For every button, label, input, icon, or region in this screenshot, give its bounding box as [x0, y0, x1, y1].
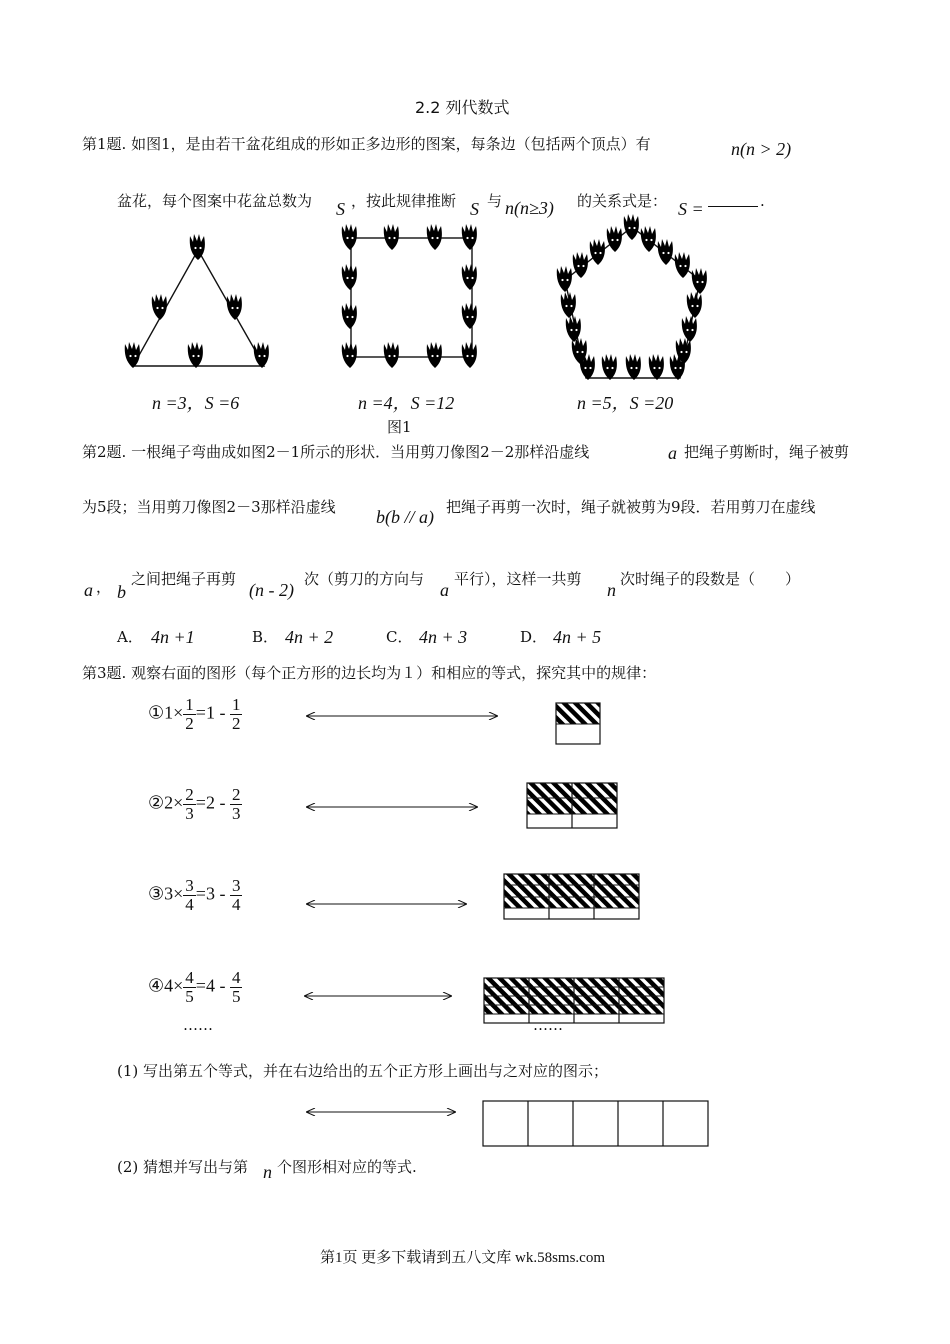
option-a-label: A．: [117, 628, 143, 646]
q1-line2-b: ，按此规律推断: [351, 192, 457, 210]
q2-line-b: b(b // a): [376, 507, 434, 527]
q1-answer-label: S =: [678, 199, 704, 219]
page-title: 2.2 列代数式: [415, 98, 510, 117]
equation-3: ③3× $\frac{3}{4}$ =3 - $\frac{3}{4}$: [148, 876, 241, 914]
q1-var-S: S: [336, 199, 345, 219]
q2-line2-a: 为5段；当用剪刀像图2－3那样沿虚线: [82, 498, 336, 516]
q1-line2-c: 与: [487, 192, 503, 210]
page-footer: 第1页 更多下载请到五八文库 wk.58sms.com: [320, 1250, 606, 1266]
equation-4: ④4× $\frac{4}{5}$ =4 - $\frac{4}{5}$: [148, 968, 241, 1006]
hatch-figure-4: [484, 978, 664, 1023]
empty-figure-5: [483, 1101, 708, 1146]
ellipsis-right: ……: [533, 1016, 563, 1034]
q2-line1-a: 第2题. 一根绳子弯曲成如图2－1所示的形状．当用剪刀像图2－2那样沿虚线: [82, 443, 590, 461]
caption-pentagon: n =5，S =20: [577, 393, 674, 413]
caption-triangle: n =3，S =6: [152, 393, 240, 413]
equation-2: ②2× $\frac{2}{3}$ =2 - $\frac{2}{3}$: [148, 785, 241, 823]
q1-line2-end: .: [760, 192, 765, 210]
q2-line3-f: 次时绳子的段数是（ ）: [620, 570, 801, 588]
hatch-figure-3: [504, 874, 639, 919]
q3-sub2-a: (2) 猜想并写出与第: [117, 1158, 249, 1176]
q1-var-S2: S: [470, 199, 479, 219]
q2-var-b: b: [117, 582, 126, 602]
option-b-label: B．: [252, 628, 279, 646]
option-a-expr: 4n +1: [151, 627, 195, 647]
ellipsis-left: ……: [183, 1016, 213, 1034]
equation-1: ①1× $\frac{1}{2}$ =1 - $\frac{1}{2}$: [148, 695, 241, 733]
q1-line2-d: 的关系式是：: [577, 192, 668, 210]
q3-intro: 第3题. 观察右面的图形（每个正方形的边长均为１）和相应的等式，探究其中的规律：: [82, 664, 657, 682]
q3-sub2-n: n: [263, 1162, 272, 1182]
option-d-label: D．: [520, 628, 548, 646]
q2-var-a: a: [668, 443, 677, 463]
q1-domain: n(n≥3): [505, 198, 554, 218]
caption-square: n =4，S =12: [358, 393, 455, 413]
option-c-label: C．: [386, 628, 413, 646]
q2-line3-e: 平行），这样一共剪: [454, 570, 582, 588]
q2-line2-b: 把绳子再剪一次时，绳子就被剪为9段．若用剪刀在虚线: [446, 498, 816, 516]
hatch-figure-1: [556, 703, 600, 744]
hatch-figure-2: [527, 783, 617, 828]
q1-condition: n(n > 2): [731, 139, 792, 159]
option-b-expr: 4n + 2: [285, 627, 334, 647]
figure-1-label: 图1: [387, 418, 412, 436]
option-c-expr: 4n + 3: [419, 627, 468, 647]
q3-sub1: (1) 写出第五个等式，并在右边给出的五个正方形上画出与之对应的图示；: [117, 1062, 609, 1080]
q2-line3-d: 次（剪刀的方向与: [304, 570, 425, 588]
q2-count: (n - 2): [249, 580, 294, 600]
q3-sub2-b: 个图形相对应的等式.: [277, 1158, 417, 1176]
q1-line1: 第1题. 如图1，是由若干盆花组成的形如正多边形的图案，每条边（包括两个顶点）有: [82, 135, 651, 153]
q2-var-n: n: [607, 580, 616, 600]
q2-line1-b: 把绳子剪断时，绳子被剪: [684, 443, 850, 461]
q2-comma: ，: [96, 578, 112, 596]
q2-line3-c: 之间把绳子再剪: [131, 570, 237, 588]
option-d-expr: 4n + 5: [553, 627, 602, 647]
q2-var-a2: a: [84, 580, 93, 600]
q1-line2-a: 盆花，每个图案中花盆总数为: [117, 192, 313, 210]
q2-var-a3: a: [440, 580, 449, 600]
